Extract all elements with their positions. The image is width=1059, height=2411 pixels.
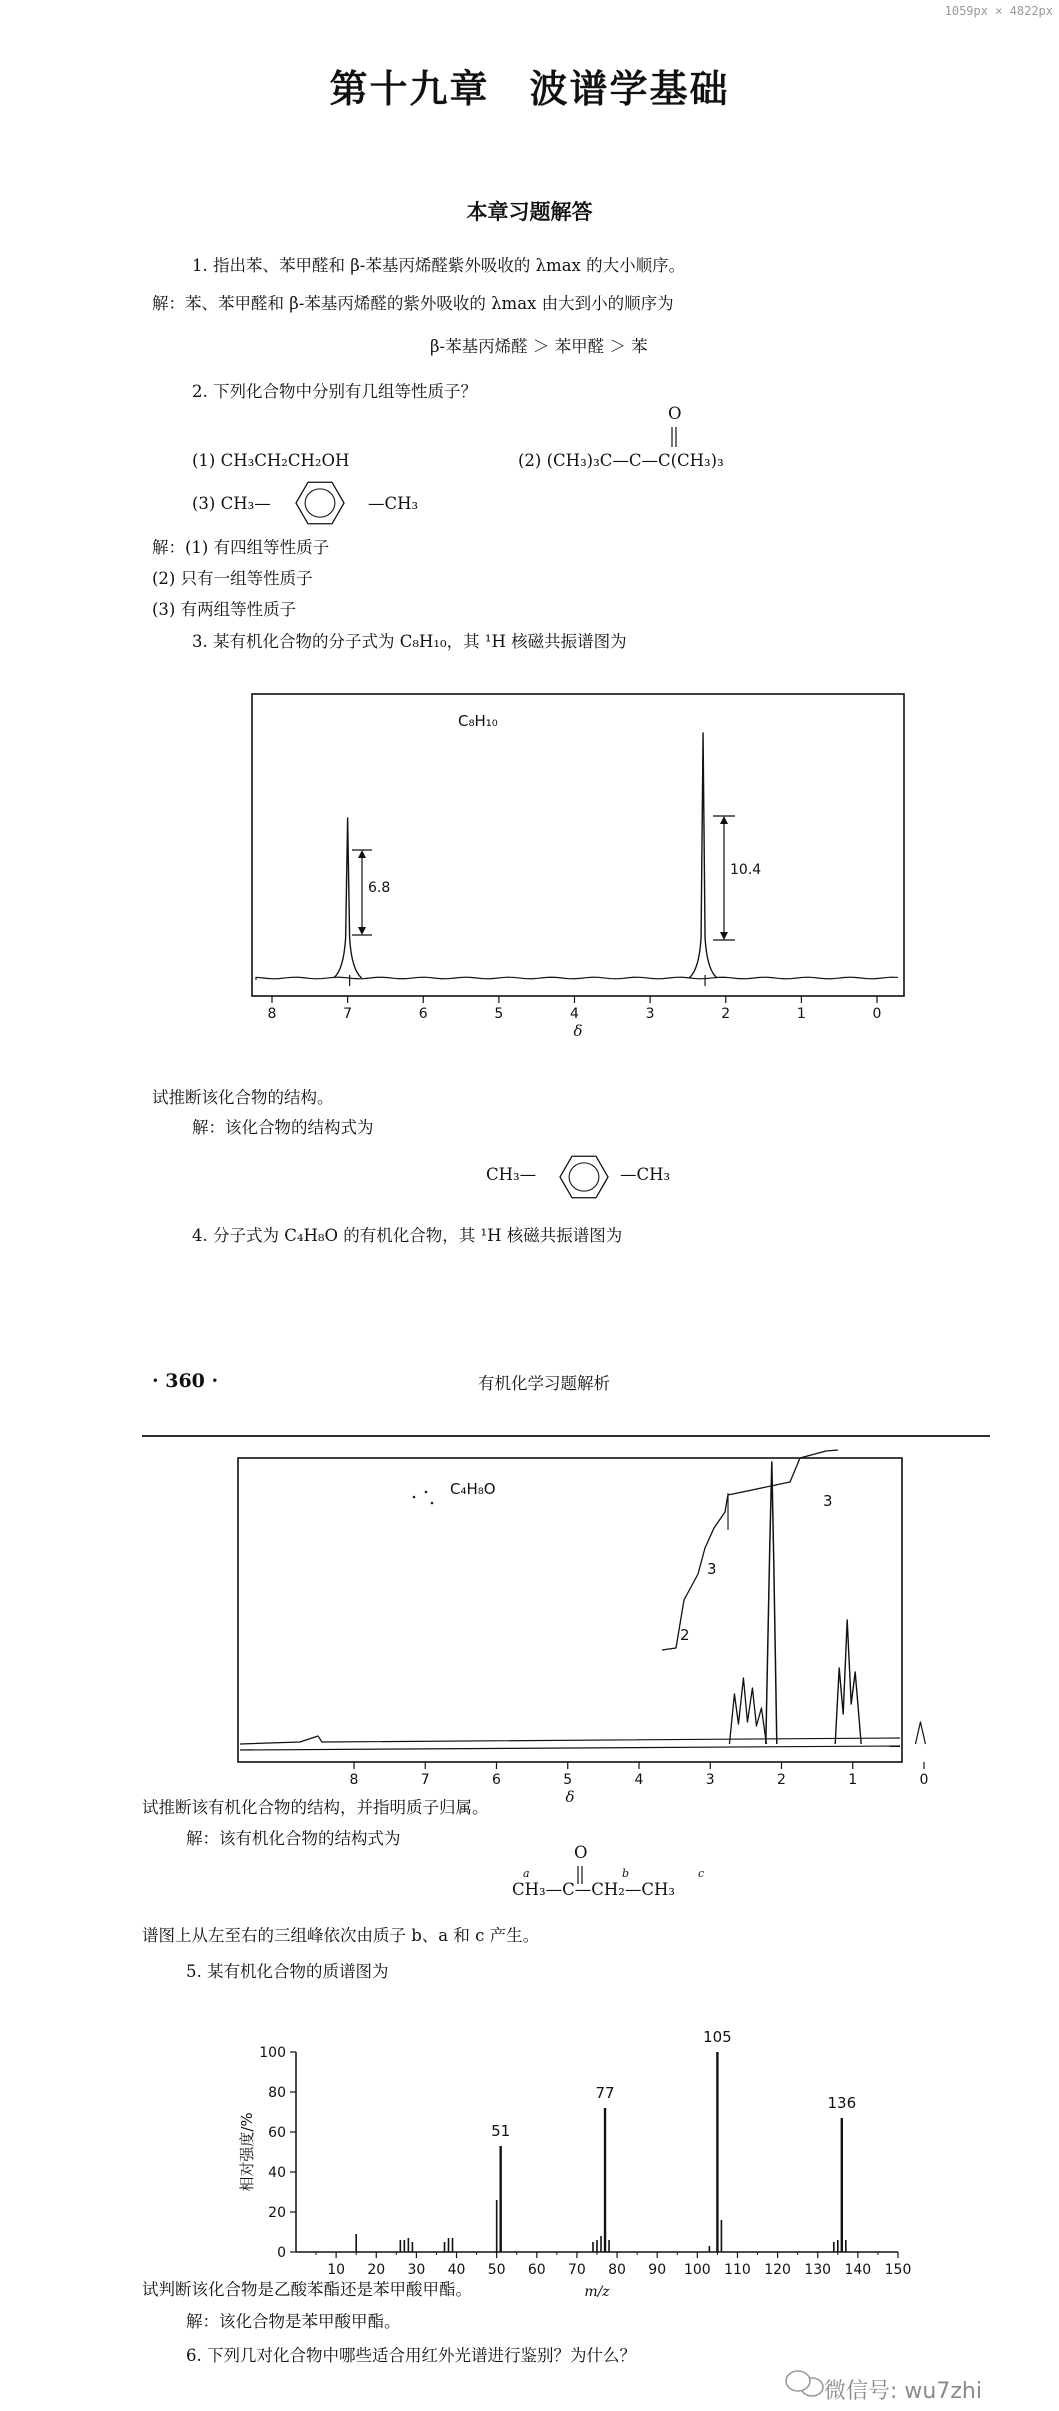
q3-prompt: 试推断该化合物的结构。 xyxy=(152,1088,334,1107)
q4-prompt: 试推断该有机化合物的结构，并指明质子归属。 xyxy=(142,1798,489,1817)
q4-struct-letter-b: b xyxy=(622,1867,630,1880)
ms-bar-103 xyxy=(709,2246,711,2252)
ms-y-tick-label-0: 0 xyxy=(277,2245,286,2261)
ms-bar-76 xyxy=(600,2236,602,2252)
q2-compound-1: (1) CH₃CH₂CH₂OH xyxy=(192,451,350,470)
ms-bar-37 xyxy=(444,2242,446,2252)
ms-peak-label-136: 136 xyxy=(827,2094,857,2112)
ms-bar-75 xyxy=(596,2240,598,2252)
q2-compound-2-oxygen: O xyxy=(668,404,682,423)
ms-y-tick-label-100: 100 xyxy=(259,2045,286,2061)
ms-x-tick-label-10: 10 xyxy=(327,2262,346,2278)
nmr2-baseline-lower xyxy=(240,1746,900,1750)
ms-bar-137 xyxy=(845,2240,847,2252)
wechat-icon-bubble xyxy=(786,2371,810,2391)
ms-bar-29 xyxy=(412,2242,414,2252)
section-title: 本章习题解答 xyxy=(466,200,593,224)
nmr2-frame xyxy=(238,1458,902,1762)
page-number: · 360 · xyxy=(152,1370,219,1392)
ms-bar-15 xyxy=(355,2234,357,2252)
q4-struct-letter-c: c xyxy=(698,1867,705,1880)
nmr2-tick-label-2: 2 xyxy=(777,1772,786,1788)
nmr1-tick-label-8: 8 xyxy=(267,1006,277,1022)
ms-bar-135 xyxy=(837,2240,839,2252)
q5-answer: 解：该化合物是苯甲酸甲酯。 xyxy=(186,2312,401,2331)
ms-bar-39 xyxy=(452,2238,454,2252)
q2-answer-3: (3) 有两组等性质子 xyxy=(152,600,297,619)
ms-x-tick-label-100: 100 xyxy=(683,2262,711,2278)
ms-y-tick-label-20: 20 xyxy=(268,2205,286,2221)
q5-prompt: 试判断该化合物是乙酸苯酯还是苯甲酸甲酯。 xyxy=(142,2280,472,2299)
ms-bar-51 xyxy=(499,2146,501,2252)
ms-x-axis-label: m/z xyxy=(584,2284,610,2300)
nmr2-speck-3 xyxy=(431,1502,434,1505)
q2-compound-2: (2) (CH₃)₃C—C—C(CH₃)₃ xyxy=(518,451,724,470)
nmr2-tick-label-7: 7 xyxy=(420,1772,430,1788)
nmr2-tick-label-1: 1 xyxy=(848,1772,858,1788)
ms-peak-label-77: 77 xyxy=(595,2084,615,2102)
q4-struct-oxygen: O xyxy=(574,1843,588,1862)
ms-bar-50 xyxy=(496,2200,498,2252)
nmr1-integral-left-arrow-down xyxy=(358,927,366,935)
ms-y-tick-label-40: 40 xyxy=(268,2165,286,2181)
ms-x-tick-label-140: 140 xyxy=(844,2262,872,2278)
nmr2-axis-label: δ xyxy=(565,1788,575,1806)
q4-integral-label-2: 3 xyxy=(707,1560,717,1578)
nmr2-baseline xyxy=(240,1736,900,1744)
q4-structure: CH₃—C—CH₂—CH₃ xyxy=(512,1880,676,1899)
q4-question: 4. 分子式为 C₄H₈O 的有机化合物，其 ¹H 核磁共振谱图为 xyxy=(192,1226,623,1245)
ms-x-tick-label-120: 120 xyxy=(764,2262,791,2278)
nmr2-speck-1 xyxy=(413,1496,416,1499)
q3-integral-left: 6.8 xyxy=(368,880,391,896)
ms-bar-38 xyxy=(448,2238,450,2252)
ms-x-tick-label-60: 60 xyxy=(527,2262,546,2278)
ms-x-tick-label-150: 150 xyxy=(884,2262,912,2278)
ms-x-tick-label-110: 110 xyxy=(724,2262,751,2278)
nmr2-peak-triplet xyxy=(835,1620,861,1744)
ms-bar-136 xyxy=(841,2118,843,2252)
q5-question: 5. 某有机化合物的质谱图为 xyxy=(186,1962,389,1981)
nmr1-tick-label-4: 4 xyxy=(570,1006,579,1022)
nmr2-tick-label-8: 8 xyxy=(349,1772,359,1788)
q3-integral-right: 10.4 xyxy=(730,862,762,878)
ms-y-axis-label: 相对强度/% xyxy=(238,2112,256,2192)
ms-x-tick-label-80: 80 xyxy=(608,2262,626,2278)
ms-bar-134 xyxy=(833,2242,835,2252)
nmr1-peak-1 xyxy=(689,733,717,978)
q4-assignment: 谱图上从左至右的三组峰依次由质子 b、a 和 c 产生。 xyxy=(142,1926,540,1945)
nmr1-peak-0 xyxy=(334,818,362,978)
q2-compound-3-left: (3) CH₃— xyxy=(192,494,271,513)
ms-y-tick-label-80: 80 xyxy=(268,2085,286,2101)
q4-integral-label-3: 2 xyxy=(680,1626,690,1644)
nmr1-tick-label-0: 0 xyxy=(872,1006,882,1022)
ms-bar-105 xyxy=(716,2052,718,2252)
ms-peak-label-105: 105 xyxy=(703,2028,732,2046)
q2-answer-1: 解：(1) 有四组等性质子 xyxy=(152,538,330,557)
nmr2-integral-curve xyxy=(662,1450,838,1650)
q2-compound-3-right: —CH₃ xyxy=(368,494,419,513)
q4-chart-formula: C₄H₈O xyxy=(450,1480,496,1498)
ms-x-tick-label-90: 90 xyxy=(648,2262,667,2278)
nmr1-tick-label-3: 3 xyxy=(645,1006,655,1022)
nmr2-speck-2 xyxy=(425,1491,428,1494)
nmr1-tick-label-7: 7 xyxy=(343,1006,353,1022)
ms-y-tick-label-60: 60 xyxy=(268,2125,286,2141)
q4-integral-label-1: 3 xyxy=(823,1492,833,1510)
nmr1-integral-right-arrow-up xyxy=(720,816,728,824)
running-header: 有机化学习题解析 xyxy=(478,1374,610,1393)
q2-question: 2. 下列化合物中分别有几组等性质子？ xyxy=(192,382,477,401)
nmr2-peak-ref xyxy=(915,1722,925,1744)
ms-bar-106 xyxy=(721,2220,723,2252)
ms-bar-77 xyxy=(604,2108,606,2252)
ms-x-tick-label-70: 70 xyxy=(568,2262,586,2278)
nmr1-tick-label-1: 1 xyxy=(796,1006,806,1022)
ms-peak-label-51: 51 xyxy=(491,2122,511,2140)
nmr2-tick-label-4: 4 xyxy=(634,1772,644,1788)
ms-bar-28 xyxy=(408,2238,410,2252)
nmr1-integral-right-arrow-down xyxy=(720,932,728,940)
ms-x-tick-label-30: 30 xyxy=(407,2262,426,2278)
q3-benzene-ring-icon-ring xyxy=(569,1163,599,1191)
q2-benzene-ring-icon-ring xyxy=(305,489,335,517)
q3-chart-formula: C₈H₁₀ xyxy=(458,712,498,730)
q3-structure-right: —CH₃ xyxy=(620,1165,671,1184)
q3-question: 3. 某有机化合物的分子式为 C₈H₁₀，其 ¹H 核磁共振谱图为 xyxy=(192,632,627,651)
q4-answer: 解：该有机化合物的结构式为 xyxy=(186,1829,401,1848)
nmr1-tick-label-2: 2 xyxy=(721,1006,731,1022)
ms-bar-27 xyxy=(404,2240,406,2252)
q3-structure-left: CH₃— xyxy=(486,1165,537,1184)
nmr2-peak-quartet xyxy=(729,1678,766,1744)
nmr2-tick-label-0: 0 xyxy=(919,1772,929,1788)
ms-bar-26 xyxy=(400,2240,402,2252)
nmr1-baseline xyxy=(256,977,898,980)
ms-x-tick-label-130: 130 xyxy=(804,2262,832,2278)
q4-struct-letter-a: a xyxy=(523,1867,530,1880)
ms-x-tick-label-40: 40 xyxy=(447,2262,466,2278)
q1-question: 1. 指出苯、苯甲醛和 β-苯基丙烯醛紫外吸收的 λmax 的大小顺序。 xyxy=(192,256,686,275)
nmr2-tick-label-6: 6 xyxy=(492,1772,501,1788)
q1-answer: 解：苯、苯甲醛和 β-苯基丙烯醛的紫外吸收的 λmax 由大到小的顺序为 xyxy=(152,294,674,313)
nmr1-frame xyxy=(252,694,904,996)
chapter-title: 第十九章 波谱学基础 xyxy=(329,67,730,111)
image-size-label: 1059px × 4822px xyxy=(944,4,1053,18)
q3-answer: 解：该化合物的结构式为 xyxy=(192,1118,374,1137)
ms-x-tick-label-50: 50 xyxy=(487,2262,506,2278)
q2-answer-2: (2) 只有一组等性质子 xyxy=(152,569,313,588)
nmr2-peak-singlet xyxy=(766,1462,777,1744)
nmr1-tick-label-5: 5 xyxy=(494,1006,504,1022)
ms-bar-78 xyxy=(608,2240,610,2252)
ms-x-tick-label-20: 20 xyxy=(367,2262,386,2278)
q6-question: 6. 下列几对化合物中哪些适合用红外光谱进行鉴别？为什么？ xyxy=(186,2346,636,2365)
ms-bar-74 xyxy=(592,2242,594,2252)
watermark: 微信号: wu7zhi xyxy=(824,2379,982,2404)
nmr2-tick-label-5: 5 xyxy=(563,1772,573,1788)
nmr1-tick-label-6: 6 xyxy=(418,1006,428,1022)
q1-order: β-苯基丙烯醛 ＞ 苯甲醛 ＞ 苯 xyxy=(430,337,648,356)
nmr2-tick-label-3: 3 xyxy=(705,1772,715,1788)
nmr1-integral-left-arrow-up xyxy=(358,850,366,858)
nmr1-axis-label: δ xyxy=(573,1022,583,1040)
